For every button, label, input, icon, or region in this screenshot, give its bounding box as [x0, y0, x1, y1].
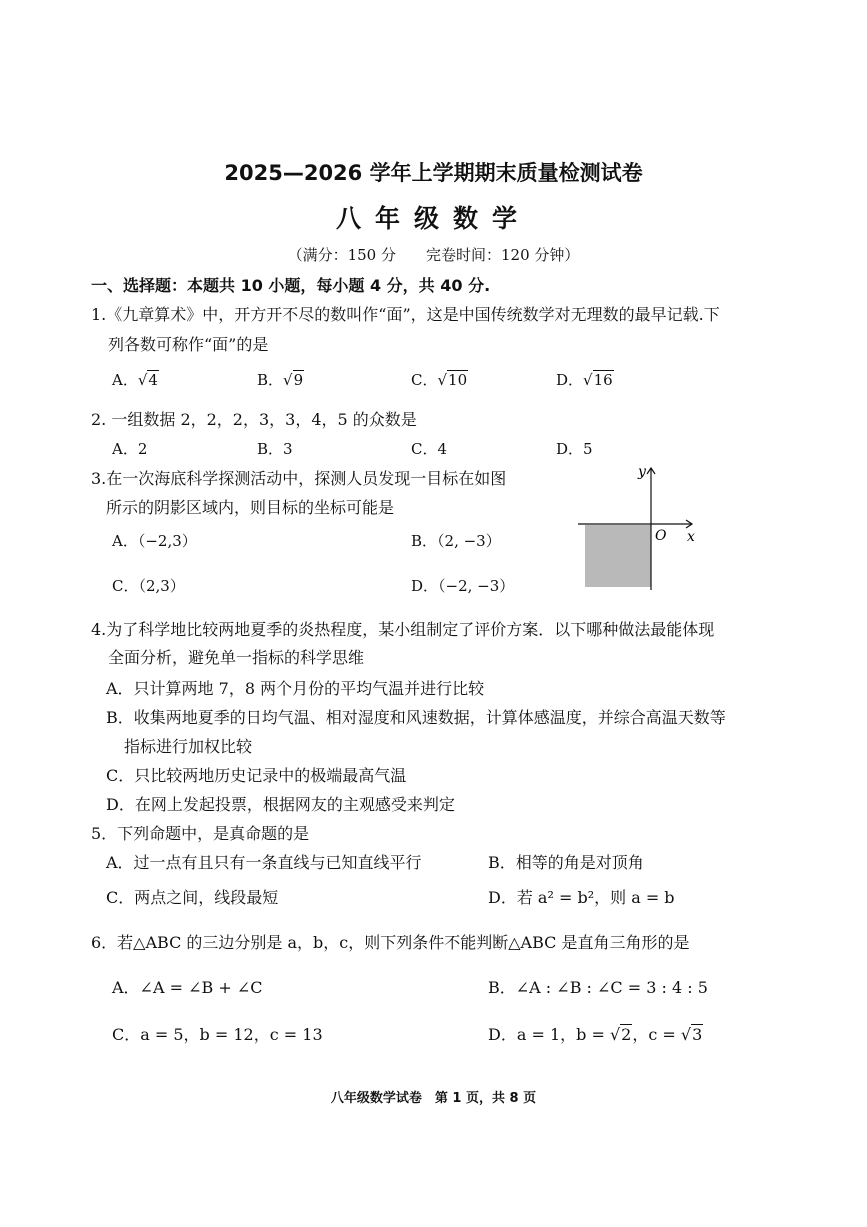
subject-title: 八年级数学	[335, 204, 531, 233]
q1-option-c	[411, 369, 468, 390]
origin-label: O	[655, 528, 667, 544]
q6-option-d-radicand-c: 3	[692, 1025, 703, 1044]
radical-sign: √	[609, 1025, 621, 1044]
q3-stem-line1: 3.在一次海底科学探测活动中，探测人员发现一目标在如图	[91, 469, 507, 488]
q6-stem: 6．若△ABC 的三边分别是 a，b，c，则下列条件不能判断△ABC 是直角三角形的是	[91, 933, 690, 952]
radical-sign: √	[583, 371, 593, 389]
page-footer: 八年级数学试卷 第 1 页，共 8 页	[330, 1091, 537, 1106]
q5-option-b: B．相等的角是对顶角	[488, 853, 644, 872]
q6-option-d-radicand-b: 2	[621, 1025, 632, 1044]
q5-stem: 5．下列命题中，是真命题的是	[91, 824, 310, 843]
q4-option-a: A．只计算两地 7，8 两个月份的平均气温并进行比较	[106, 679, 485, 698]
q1-option-c-label: C．	[411, 371, 438, 389]
y-axis-label: y	[638, 464, 646, 480]
q5-option-a: A．过一点有且只有一条直线与已知直线平行	[106, 853, 422, 872]
radical-sign: √	[680, 1025, 692, 1044]
q3-option-c: C．（2,3）	[112, 577, 185, 595]
q1-option-d-radicand: 16	[593, 371, 613, 389]
q1-option-a	[112, 369, 159, 390]
q6-option-a: A．∠A = ∠B + ∠C	[112, 978, 263, 997]
q5-option-d: D．若 a² = b²，则 a = b	[488, 888, 675, 907]
q6-option-d	[488, 1022, 703, 1045]
q2-stem: 2. 一组数据 2，2，2，3，3，4，5 的众数是	[91, 410, 417, 429]
q4-stem-line1: 4.为了科学地比较两地夏季的炎热程度，某小组制定了评价方案．以下哪种做法最能体现	[91, 620, 715, 639]
q4-option-d: D．在网上发起投票，根据网友的主观感受来判定	[106, 795, 455, 814]
x-axis-label: x	[687, 529, 695, 545]
q1-option-b-label: B．	[257, 371, 284, 389]
q6-option-d-pre: a = 1，b =	[516, 1025, 610, 1044]
q1-option-b	[257, 369, 304, 390]
q4-option-b-line2: 指标进行加权比较	[124, 737, 253, 756]
radical-sign: √	[437, 371, 448, 389]
exam-title: 2025—2026 学年上学期期末质量检测试卷	[224, 161, 643, 185]
q1-option-c-radicand: 10	[448, 371, 468, 389]
q3-option-a: A．（−2,3）	[112, 532, 197, 550]
q1-option-d-label: D．	[556, 371, 584, 389]
q1-option-d	[556, 369, 614, 390]
radical-sign: √	[137, 371, 148, 389]
q2-option-d: D．5	[556, 440, 593, 458]
section-heading: 一、选择题：本题共 10 小题，每小题 4 分，共 40 分.	[91, 276, 491, 295]
q4-stem-line2: 全面分析，避免单一指标的科学思维	[108, 648, 365, 667]
q6-option-d-mid: ，c =	[632, 1025, 681, 1044]
q1-stem-line1: 1.《九章算术》中，开方开不尽的数叫作“面”，这是中国传统数学对无理数的最早记载.下	[91, 305, 720, 324]
q1-option-b-radicand: 9	[293, 371, 304, 389]
q1-stem-line2: 列各数可称作“面”的是	[108, 335, 269, 354]
q5-option-c: C．两点之间，线段最短	[106, 888, 279, 907]
q4-option-c: C．只比较两地历史记录中的极端最高气温	[106, 766, 407, 785]
q2-option-c: C．4	[411, 440, 448, 458]
q2-option-b: B．3	[257, 440, 293, 458]
shaded-region	[585, 525, 651, 587]
q2-option-a: A．2	[112, 440, 148, 458]
q4-option-b-line1: B．收集两地夏季的日均气温、相对湿度和风速数据，计算体感温度，并综合高温天数等	[106, 708, 726, 727]
radical-sign: √	[283, 371, 293, 389]
exam-info: （满分：150 分 完卷时间：120 分钟）	[287, 246, 580, 264]
q3-stem-line2: 所示的阴影区域内，则目标的坐标可能是	[106, 498, 395, 517]
q6-option-c: C．a = 5，b = 12，c = 13	[112, 1025, 323, 1044]
q6-option-b: B．∠A : ∠B : ∠C = 3 : 4 : 5	[488, 978, 708, 997]
coordinate-figure	[570, 460, 710, 595]
q3-option-d: D．（−2, −3）	[411, 577, 515, 595]
q6-option-d-label: D．	[488, 1025, 517, 1044]
q3-option-b: B．（2, −3）	[411, 532, 501, 550]
q1-option-a-radicand: 4	[148, 371, 158, 389]
q1-option-a-label: A．	[112, 371, 138, 389]
